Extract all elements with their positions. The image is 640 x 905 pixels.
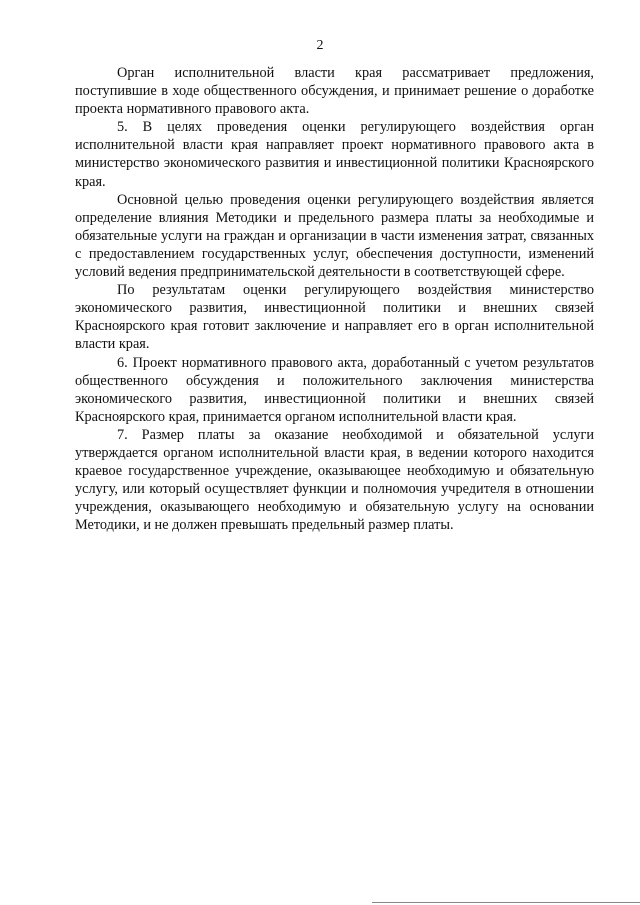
paragraph-item-7: 7. Размер платы за оказание необходимой и обязательной услуги утверждается органом исполнительной власти края, в ведении которого находится краевое государственное учреждение, оказывающее необходимую и обязательную услугу, или который осуществляет функции и полномочия учредителя в отношении учреждения, оказывающего необходимую и обязательную услугу на основании Методики, и не должен превышать предельный размер платы. [75,426,594,534]
document-body [75,64,594,534]
paragraph: По результатам оценки регулирующего воздействия министерство экономического развития, инвестиционной политики и внешних связей Красноярского края готовит заключение и направляет его в орган исполнительной власти края. [75,282,594,353]
paragraph: Основной целью проведения оценки регулирующего воздействия является определение влияния Методики и предельного размера платы за необходимые и обязательные услуги на граждан и организации в части изменения затрат, связанных с предоставлением государственных услуг, обеспечения доступности, изменений условий ведения предпринимательской деятельности в соответствующей сфере. [75,191,594,281]
paragraph: Орган исполнительной власти края рассматривает предложения, поступившие в ходе общественного обсуждения, и принимает решение о доработке проекта нормативного правового акта. [75,65,594,118]
footer-divider [372,902,640,903]
page-number: 2 [316,38,324,53]
paragraph-item-5: 5. В целях проведения оценки регулирующего воздействия орган исполнительной власти края направляет проект нормативного правового акта в министерство экономического развития и инвестиционной политики Красноярского края. [75,119,594,190]
paragraph-item-6: 6. Проект нормативного правового акта, доработанный с учетом результатов общественного обсуждения и положительного заключения министерства экономического развития, инвестиционной политики и внешних связей Красноярского края, принимается органом исполнительной власти края. [75,354,594,425]
